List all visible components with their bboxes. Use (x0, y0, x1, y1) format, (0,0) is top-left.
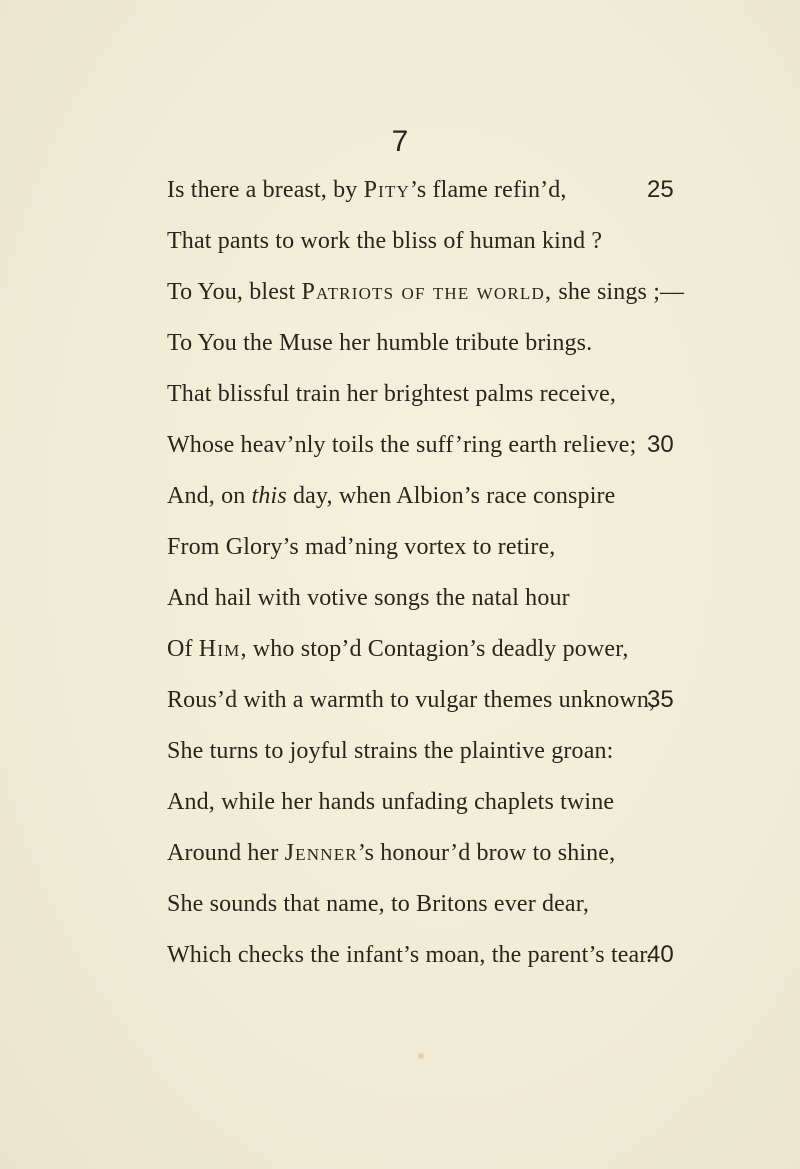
poem-line-7 (167, 476, 615, 516)
poem-line-11: Rous’d with a warmth to vulgar themes unknown, (167, 687, 656, 713)
line-text: , who stop’d Contagion’s deadly power, (240, 636, 629, 662)
page-number: 7 (391, 125, 409, 158)
poem-line-4: To You the Muse her humble tribute brings. (167, 330, 593, 356)
line-text: day, when Albion’s race conspire (286, 483, 616, 509)
line-text: ’s honour’d brow to shine, (357, 840, 616, 866)
poem-line-15: She sounds that name, to Britons ever dear, (167, 891, 590, 917)
poem-line-5: That blissful train her brightest palms receive, (167, 381, 617, 407)
line-smallcaps: Him (198, 636, 241, 662)
poem-line-1 (167, 170, 567, 210)
poem-line-3 (167, 272, 684, 312)
poem-line-2: That pants to work the bliss of human kind ? (167, 228, 603, 254)
poem-line-10 (167, 629, 629, 669)
poem-line-12: She turns to joyful strains the plaintive groan: (167, 738, 614, 764)
poem-line-9: And hail with votive songs the natal hour (167, 585, 570, 611)
line-text: she sings ;— (552, 279, 685, 305)
line-text: Around her (167, 840, 285, 866)
line-text: To You, blest (167, 279, 302, 305)
poem-line-8: From Glory’s mad’ning vortex to retire, (167, 534, 556, 560)
poem-line-13: And, while her hands unfading chaplets twine (167, 789, 615, 815)
line-smallcaps: Patriots of the world, (301, 279, 553, 305)
line-smallcaps: Jenner (284, 840, 358, 866)
line-text: Of (167, 636, 199, 662)
paper-speck (418, 1053, 424, 1059)
line-number-40: 40 (647, 941, 674, 968)
line-number-30: 30 (647, 431, 674, 458)
poem-line-14 (167, 833, 615, 873)
line-text: And, on (167, 483, 252, 509)
line-number-25: 25 (647, 176, 674, 203)
poem-line-16: Which checks the infant’s moan, the parent’s tear. (167, 942, 653, 968)
line-number-35: 35 (647, 686, 674, 713)
line-smallcaps: Pity (363, 177, 411, 203)
line-text: Is there a breast, by (167, 177, 364, 203)
line-italic: this (251, 483, 287, 509)
line-text: ’s flame refin’d, (410, 177, 567, 203)
poem-line-6: Whose heav’nly toils the suff’ring earth relieve; (167, 432, 637, 458)
